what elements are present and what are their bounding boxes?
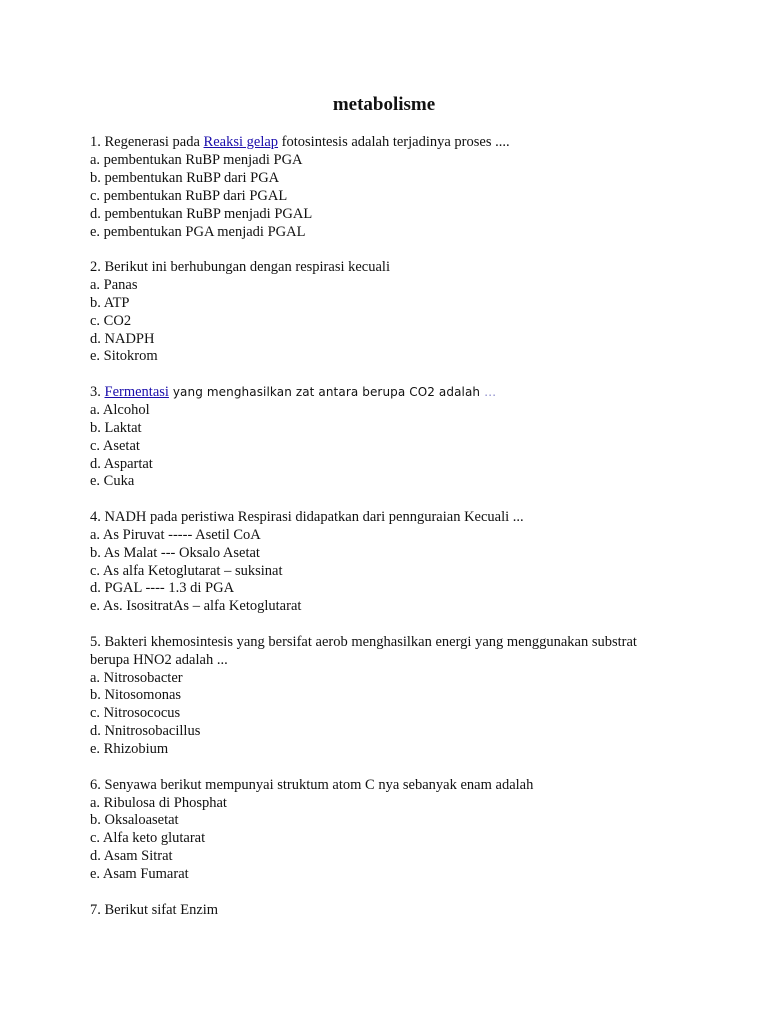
question-3-prefix: 3. [90,383,105,400]
question-2-option-e: e. Sitokrom [90,348,158,365]
question-4-option-a: a. As Piruvat ----- Asetil CoA [90,526,261,543]
question-4 [90,509,690,616]
question-6-option-e: e. Asam Fumarat [90,866,189,883]
question-3-option-b: b. Laktat [90,419,142,436]
question-5-option-d: d. Nnitrosobacillus [90,723,201,740]
question-2-option-c: c. CO2 [90,312,132,329]
question-1 [90,134,690,241]
question-1-option-d: d. pembentukan RuBP menjadi PGAL [90,205,313,222]
question-7 [90,902,690,920]
document-title: metabolisme [332,94,436,115]
question-1-option-c: c. pembentukan RuBP dari PGAL [90,187,288,204]
question-5-option-a: a. Nitrosobacter [90,669,183,686]
question-4-option-d: d. PGAL ---- 1.3 di PGA [90,580,235,597]
question-6 [90,777,690,884]
question-6-option-c: c. Alfa keto glutarat [90,830,206,847]
question-3-option-c: c. Asetat [90,437,140,454]
question-3 [90,384,690,491]
question-1-option-e: e. pembentukan PGA menjadi PGAL [90,223,306,240]
question-1-option-a: a. pembentukan RuBP menjadi PGA [90,151,303,168]
question-5-option-b: b. Nitosomonas [90,687,182,704]
question-1-suffix: fotosintesis adalah terjadinya proses .... [278,134,510,150]
question-4-option-c: c. As alfa Ketoglutarat – suksinat [90,562,283,579]
question-6-option-d: d. Asam Sitrat [90,848,173,865]
question-3-suffix: yang menghasilkan zat antara berupa CO2 adalah [168,384,485,399]
reaksi-gelap-link[interactable]: Reaksi gelap [203,134,279,150]
question-3-ellipsis: … [484,384,497,399]
question-4-option-e: e. As. IsositratAs – alfa Ketoglutarat [90,598,302,615]
question-1-option-b: b. pembentukan RuBP dari PGA [90,169,280,186]
question-5-text-line-1: 5. Bakteri khemosintesis yang bersifat aerob menghasilkan energi yang menggunakan substrat [90,633,637,650]
question-3-text [90,384,690,402]
question-5-option-e: e. Rhizobium [90,741,169,758]
question-2-option-d: d. NADPH [90,330,155,347]
question-6-option-a: a. Ribulosa di Phosphat [90,794,227,811]
fermentasi-link[interactable]: Fermentasi [104,383,169,400]
question-7-text: 7. Berikut sifat Enzim [90,901,219,918]
question-5 [90,634,690,759]
question-2-option-b: b. ATP [90,294,130,311]
question-2-option-a: a. Panas [90,276,138,293]
question-6-option-b: b. Oksaloasetat [90,812,179,829]
question-2 [90,259,690,366]
question-6-text: 6. Senyawa berikut mempunyai struktum atom C nya sebanyak enam adalah [90,776,534,793]
question-3-option-e: e. Cuka [90,473,135,490]
question-4-text: 4. NADH pada peristiwa Respirasi didapatkan dari pennguraian Kecuali ... [90,508,524,525]
question-2-text: 2. Berikut ini berhubungan dengan respirasi kecuali [90,258,390,275]
document-body [90,134,690,937]
question-5-text-line-2: berupa HNO2 adalah ... [90,651,228,668]
question-3-option-d: d. Aspartat [90,455,153,472]
question-3-option-a: a. Alcohol [90,401,150,418]
question-1-prefix: 1. Regenerasi pada [90,134,204,150]
question-4-option-b: b. As Malat --- Oksalo Asetat [90,544,260,561]
question-5-option-c: c. Nitrosococus [90,705,181,722]
question-1-text [90,134,690,152]
